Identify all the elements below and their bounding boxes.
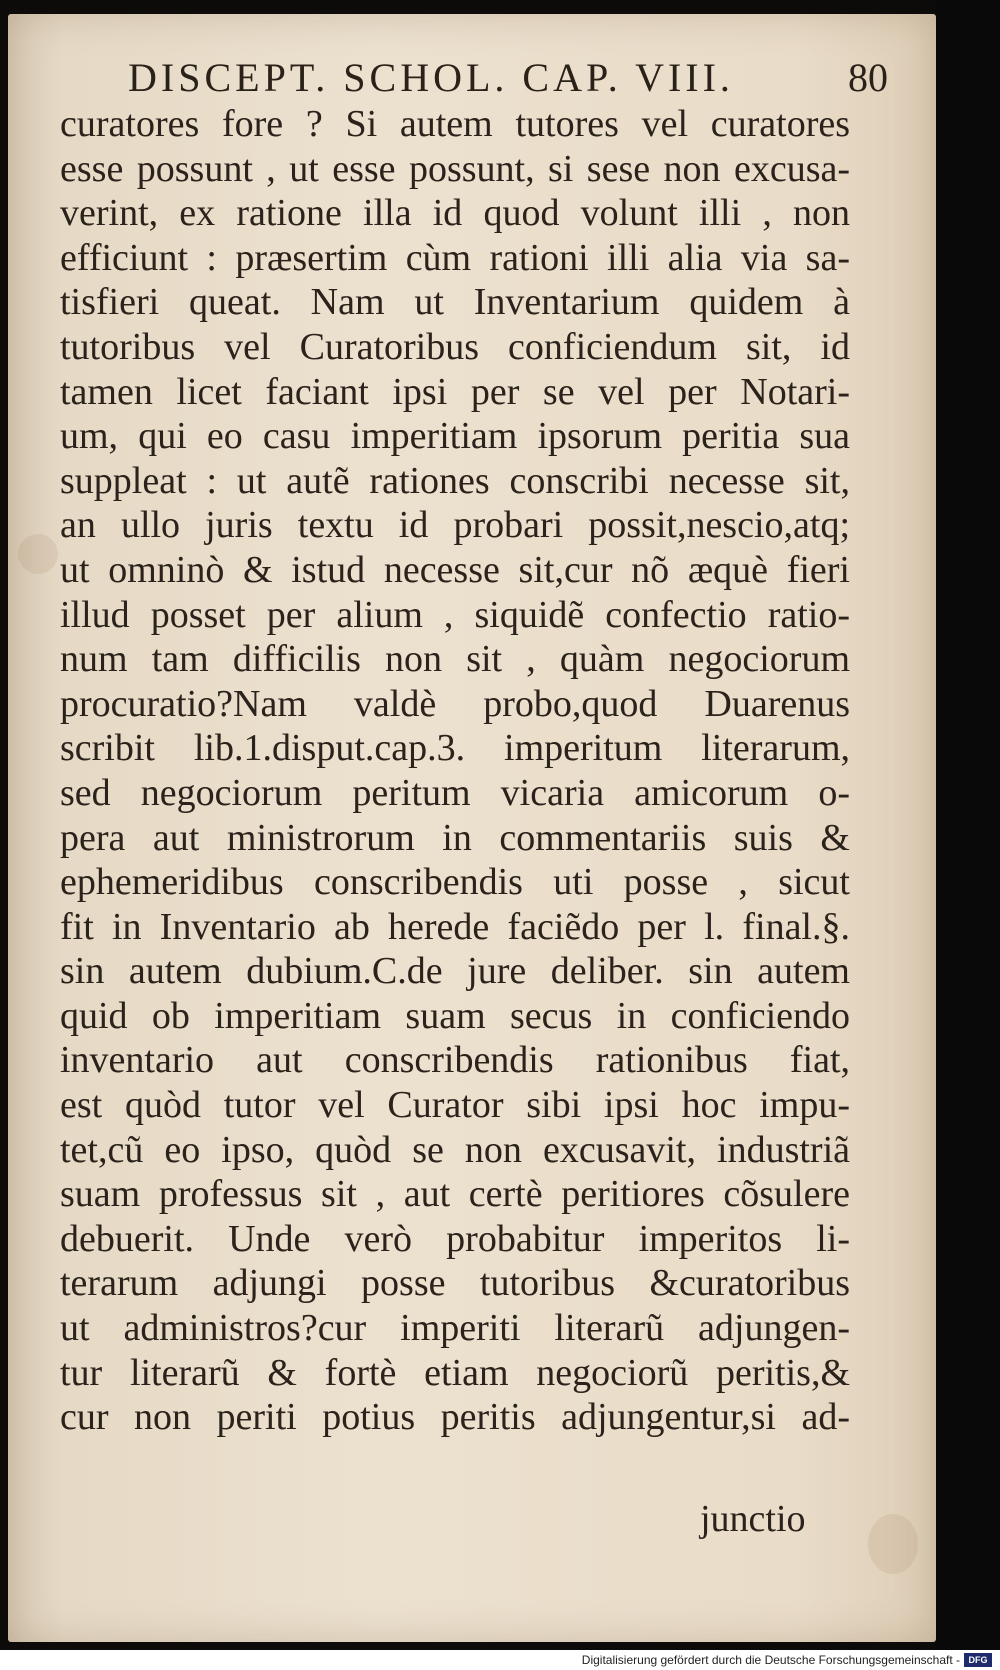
text-line: tur literarũ & fortè etiam negociorũ peritis,& [60,1351,850,1394]
text-line: quid ob imperitiam suam secus in conficiendo [60,994,850,1037]
text-line: an ullo juris textu id probari possit,nescio,atq; [60,504,850,547]
scan-border [936,0,1000,1650]
text-line: fit in Inventario ab herede faciẽdo per l. final.§. [60,905,850,948]
text-line: scribit lib.1.disput.cap.3. imperitum literarum, [60,727,850,770]
dfg-logo: DFG [964,1653,992,1667]
text-line: um, qui eo casu imperitiam ipsorum peritia sua [60,415,850,458]
text-line: sin autem dubium.C.de jure deliber. sin autem [60,950,850,993]
text-line: procuratio?Nam valdè probo,quod Duarenus [60,682,850,725]
text-line: debuerit. Unde verò probabitur imperitos li- [60,1217,850,1260]
text-line: ut administros?cur imperiti literarũ adjungen- [60,1307,850,1350]
text-line: curatores fore ? Si autem tutores vel curatores [60,103,850,145]
text-line: tisfieri queat. Nam ut Inventarium quidem à [60,281,850,324]
text-line: terarum adjungi posse tutoribus &curatoribus [60,1262,850,1305]
text-line: ut omninò & istud necesse sit,cur nõ æquè fieri [60,548,850,591]
text-line: tutoribus vel Curatoribus conficiendum sit, id [60,325,850,368]
text-line: cur non periti potius peritis adjungentur,si ad- [60,1396,850,1439]
text-line: sed negociorum peritum vicaria amicorum o- [60,771,850,814]
text-line: efficiunt : præsertim cùm rationi illi alia via sa- [60,236,850,279]
text-line: inventario aut conscribendis rationibus fiat, [60,1039,850,1082]
text-line: num tam difficilis non sit , quàm negociorum [60,638,850,681]
text-line: suam professus sit , aut certè peritiores cõsulere [60,1173,850,1216]
funding-credit: Digitalisierung gefördert durch die Deutsche Forschungsgemeinschaft - [581,1653,960,1667]
text-line: esse possunt , ut esse possunt, si sese non excusa- [60,147,850,190]
digitization-footer [0,1650,1000,1670]
catchword: junctio [700,1498,806,1540]
text-line: ephemeridibus conscribendis uti posse , sicut [60,861,850,904]
text-line: illud posset per alium , siquidẽ confectio ratio- [60,593,850,636]
text-line: est quòd tutor vel Curator sibi ipsi hoc impu- [60,1084,850,1127]
text-line: suppleat : ut autẽ rationes conscribi necesse sit, [60,459,850,502]
page-number: 80 [848,55,888,100]
body-text [60,102,850,1440]
text-line: tamen licet faciant ipsi per se vel per Notari- [60,370,850,413]
paper-stain [18,534,58,574]
text-line: verint, ex ratione illa id quod volunt illi , non [60,192,850,235]
text-line: tet,cũ eo ipso, quòd se non excusavit, industriã [60,1128,850,1171]
text-line: pera aut ministrorum in commentariis suis & [60,816,850,859]
paper-page [8,14,936,1642]
paper-stain [868,1514,918,1574]
page-header [128,54,888,104]
running-head: DISCEPT. SCHOL. CAP. VIII. [128,55,734,100]
